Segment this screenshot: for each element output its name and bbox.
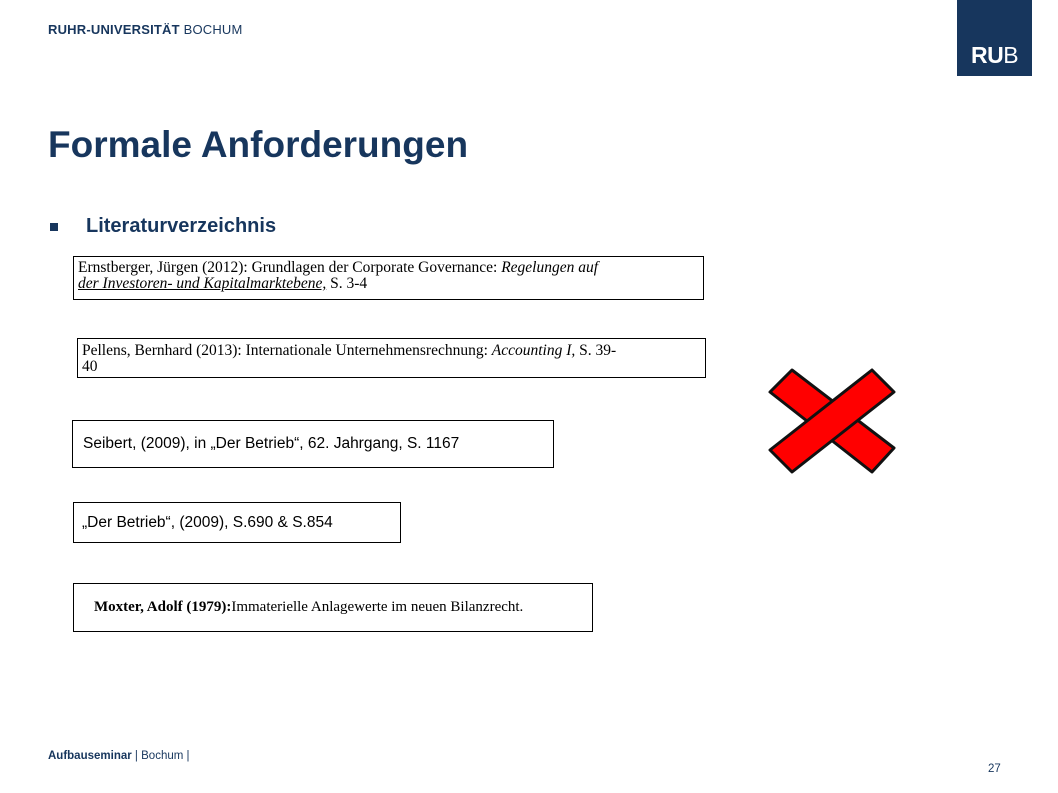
reference-italic-text: Regelungen auf	[501, 259, 599, 276]
reference-box-ernstberger	[73, 256, 704, 300]
red-cross-icon	[762, 364, 902, 479]
reference-title: Immaterielle Anlagewerte im neuen Bilanzrecht.	[231, 599, 524, 615]
reference-box-pellens	[77, 338, 706, 378]
reference-text: Ernstberger, Jürgen (2012): Grundlagen der Corporate Governance:	[78, 259, 502, 276]
reference-text: Pellens, Bernhard (2013): Internationale Unternehmensrechnung:	[82, 342, 492, 359]
bullet-item	[48, 215, 276, 238]
reference-author: Moxter, Adolf (1979):	[94, 599, 232, 615]
logo-text-bold: RU	[971, 42, 1004, 68]
reference-line-1	[82, 343, 701, 359]
reference-box-der-betrieb	[73, 502, 401, 543]
reference-pages: S. 3-4	[326, 275, 368, 292]
footer-separator-2: |	[186, 750, 190, 762]
footer	[48, 750, 190, 762]
university-name	[48, 22, 243, 37]
reference-line-2	[78, 276, 699, 292]
footer-separator: |	[134, 750, 138, 762]
reference-text: „Der Betrieb“, (2009), S.690 & S.854	[82, 513, 333, 531]
reference-line-2: 40	[82, 358, 98, 375]
university-name-light: BOCHUM	[183, 22, 243, 37]
reference-box-moxter	[73, 583, 593, 632]
footer-location: Bochum	[141, 750, 184, 762]
bullet-label: Literaturverzeichnis	[86, 215, 277, 237]
footer-course: Aufbauseminar	[48, 750, 132, 762]
slide-title: Formale Anforderungen	[48, 124, 469, 165]
rub-logo-text	[971, 44, 1018, 67]
logo-text-light: B	[1003, 42, 1019, 68]
bullet-square-icon	[50, 223, 58, 231]
reference-line-1	[78, 260, 699, 276]
reference-pages: S. 39-	[575, 342, 617, 359]
reference-text: Seibert, (2009), in „Der Betrieb“, 62. Jahrgang, S. 1167	[83, 435, 460, 452]
university-name-bold: RUHR-UNIVERSITÄT	[48, 22, 180, 37]
reference-italic-underlined-text: der Investoren- und Kapitalmarktebene,	[78, 275, 327, 292]
rub-logo	[957, 0, 1032, 76]
reference-box-seibert	[72, 420, 554, 468]
page-number: 27	[988, 763, 1001, 775]
reference-italic-text: Accounting I,	[491, 342, 576, 359]
